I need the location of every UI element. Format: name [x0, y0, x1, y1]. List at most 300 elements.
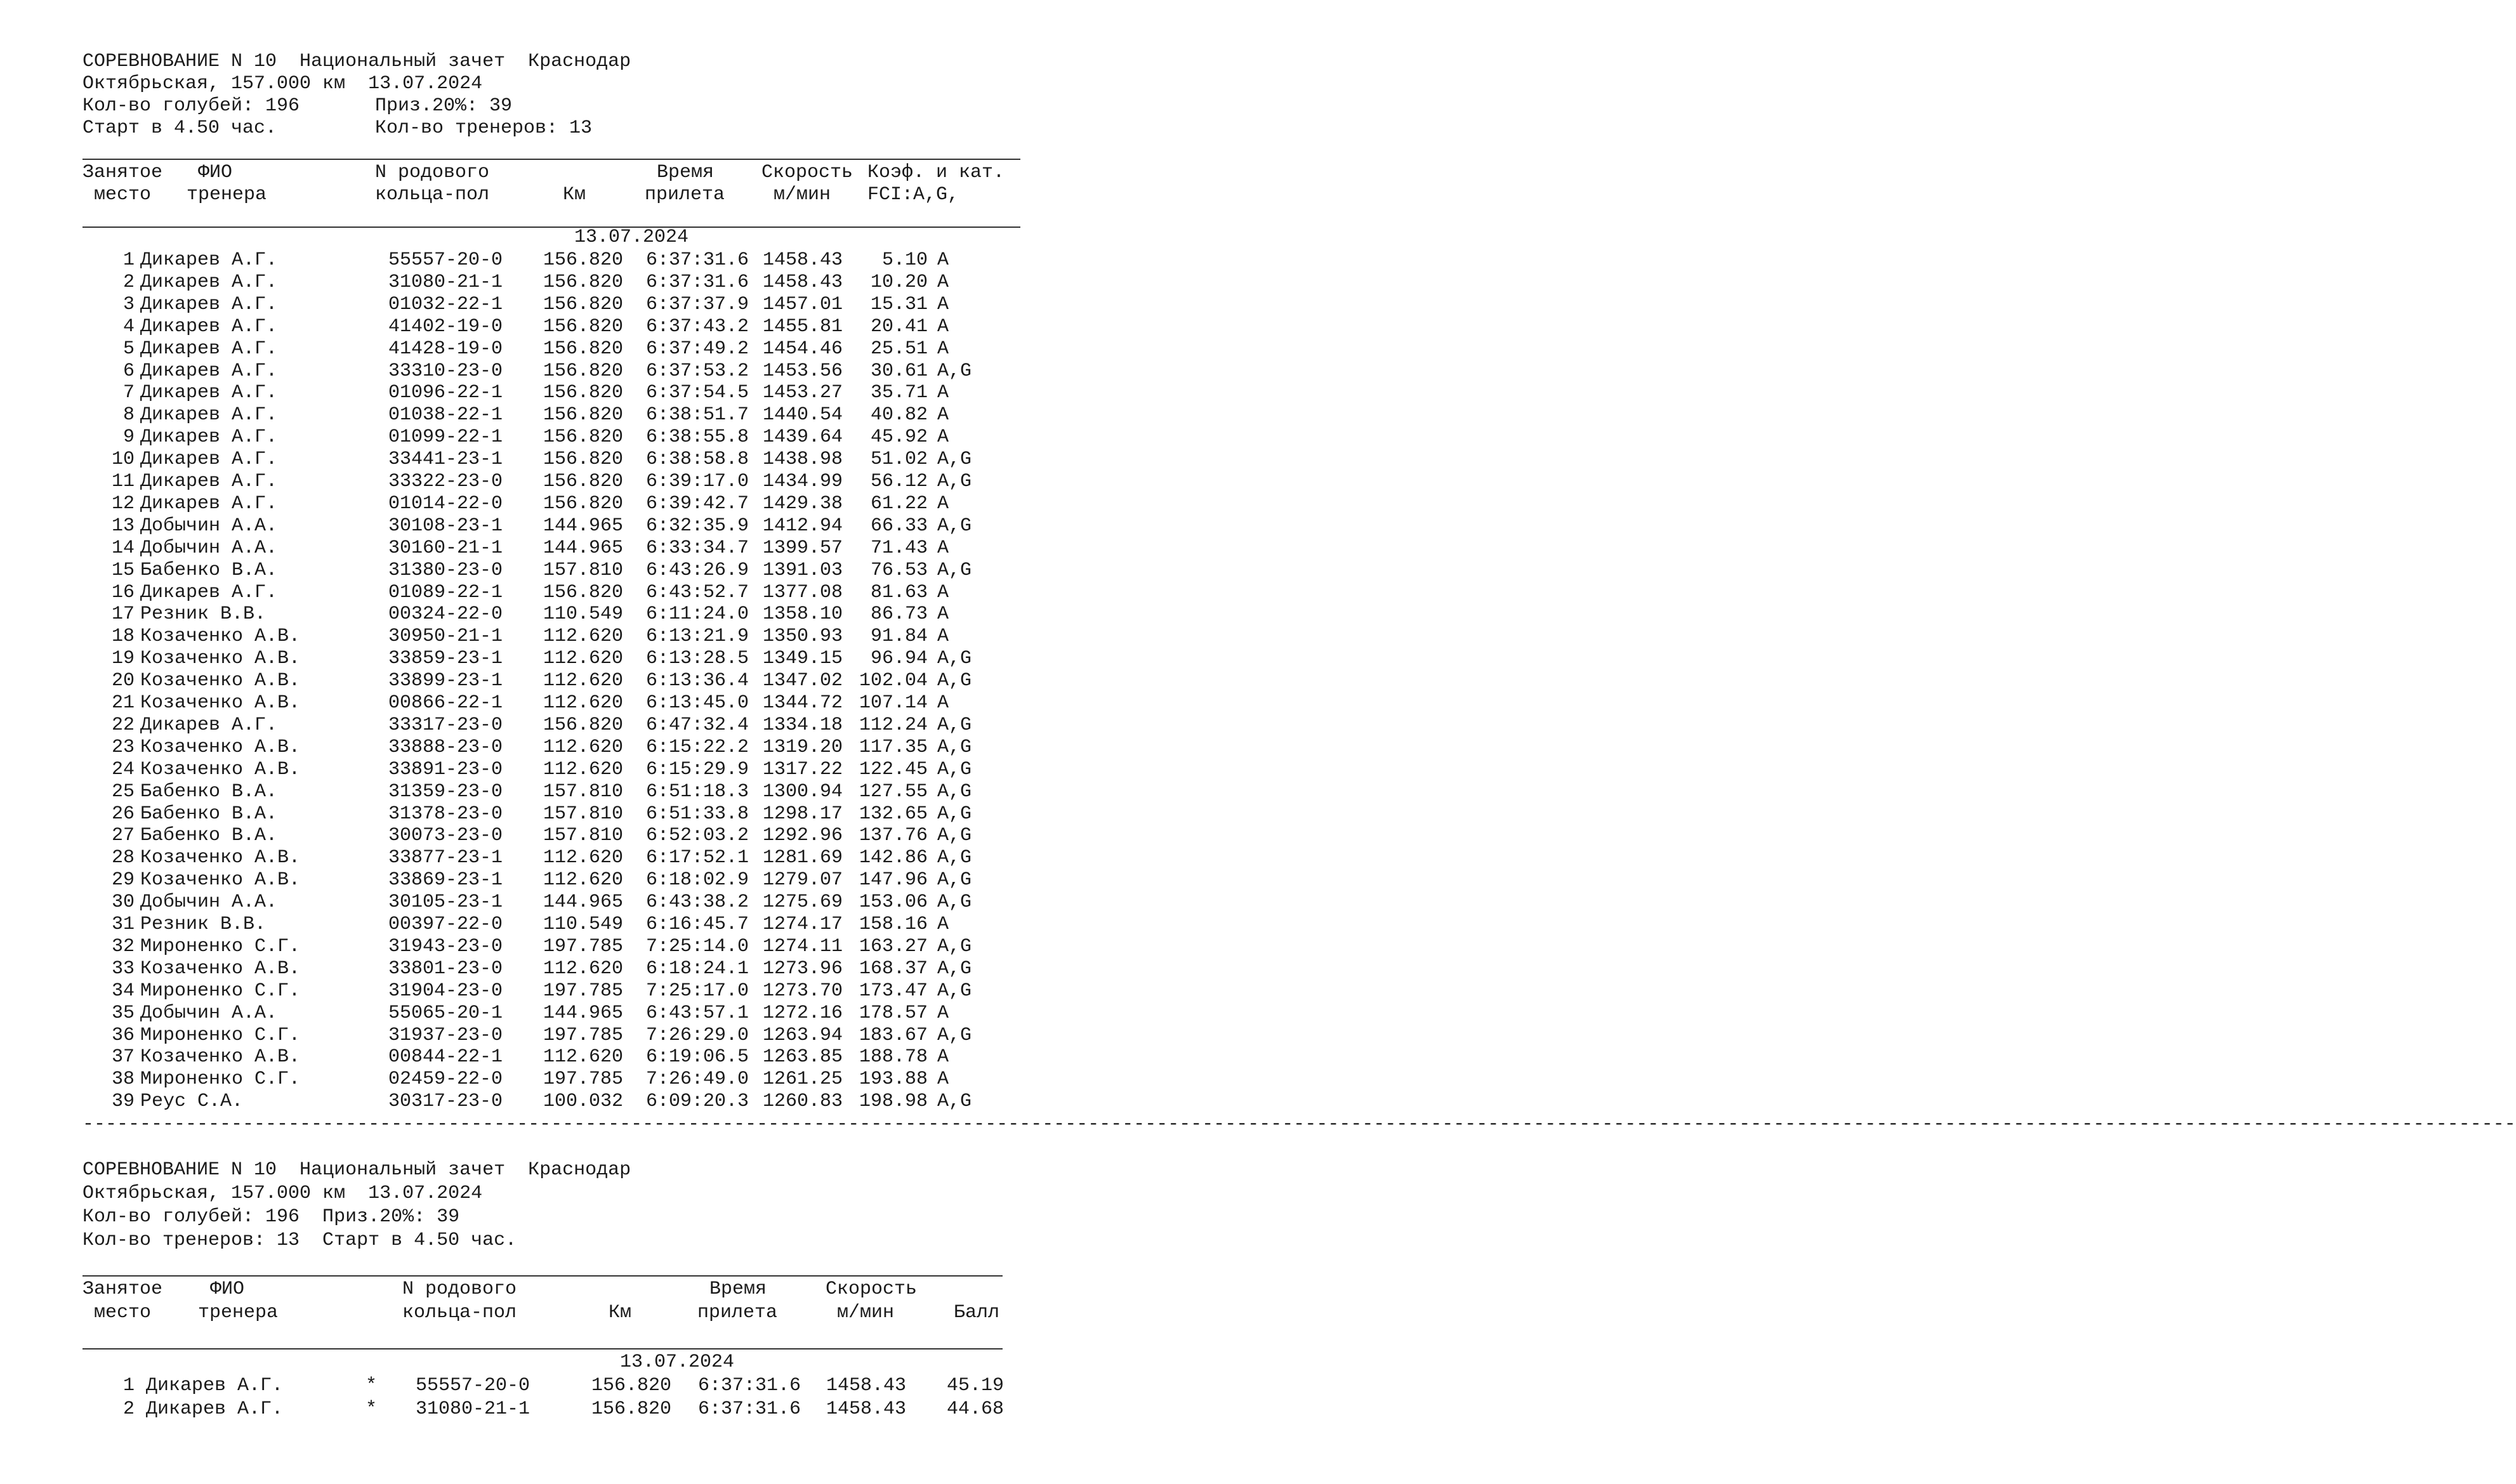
header-rule-bottom-2 — [82, 1348, 1003, 1349]
cell-coef: 188.78 — [859, 1046, 928, 1068]
cell-time: 6:19:06.5 — [646, 1046, 749, 1068]
cell-cat: A,G — [937, 515, 972, 537]
col-place-2: место — [82, 184, 152, 206]
cell-coef: 56.12 — [870, 471, 928, 492]
cell-ring: 33899-23-1 — [388, 670, 503, 692]
col-km: Км — [563, 184, 586, 206]
cell-coef: 45.92 — [870, 426, 928, 449]
cell-coef: 137.76 — [859, 825, 928, 847]
cell-place: 38 — [111, 1068, 135, 1091]
cell-ring: 33322-23-0 — [388, 471, 503, 492]
cell-coef: 91.84 — [870, 626, 928, 648]
cell-place: 10 — [111, 449, 135, 471]
cell-ring: 01099-22-1 — [388, 426, 503, 449]
cell-cat: A — [937, 315, 949, 338]
cell-cat: A — [937, 338, 949, 360]
cell-name: Дикарев А.Г. — [140, 293, 278, 315]
cell-cat: A,G — [937, 670, 972, 692]
col2-ring-1: N родового — [402, 1278, 517, 1300]
cell-name: Козаченко А.В. — [140, 869, 301, 891]
cell-name: Бабенко В.А. — [140, 780, 278, 803]
cell-speed: 1453.56 — [763, 360, 843, 382]
cell-time: 6:37:49.2 — [646, 338, 749, 360]
cell-name: Дикарев А.Г. — [140, 492, 278, 515]
cell-cat: A,G — [937, 1024, 972, 1046]
cell-time: 6:43:26.9 — [646, 559, 749, 581]
cell-ring: 00397-22-0 — [388, 914, 503, 935]
cell-place: 21 — [111, 692, 135, 714]
col2-time-2: прилета — [697, 1302, 778, 1323]
cell-coef: 173.47 — [859, 980, 928, 1002]
cell-km: 144.965 — [543, 537, 623, 559]
cell-coef: 107.14 — [859, 692, 928, 714]
cell-km: 112.620 — [543, 758, 623, 780]
cell-speed: 1300.94 — [763, 780, 843, 803]
cell-speed: 1275.69 — [763, 891, 843, 914]
cell-time: 6:37:37.9 — [646, 293, 749, 315]
cell-time: 6:16:45.7 — [646, 914, 749, 935]
cell-km: 156.820 — [543, 492, 623, 515]
col2-ring-2: кольца-пол — [402, 1302, 517, 1323]
cell-place: 35 — [111, 1002, 135, 1024]
cell-cat: A — [937, 1046, 949, 1068]
cell-time: 6:13:21.9 — [646, 626, 749, 648]
cell-name: Козаченко А.В. — [140, 736, 301, 758]
pigeon-prize-line-2: Кол-во голубей: 196 Приз.20%: 39 — [82, 1206, 460, 1228]
cell-time: 6:47:32.4 — [646, 714, 749, 736]
cell-time: 6:38:51.7 — [646, 404, 749, 426]
cell-speed: 1263.94 — [763, 1024, 843, 1046]
location-line-2: Октябрьская, 157.000 км 13.07.2024 — [82, 1183, 483, 1204]
cell-ring: 01038-22-1 — [388, 404, 503, 426]
cell-speed: 1260.83 — [763, 1091, 843, 1113]
header-rule-top-2 — [82, 1275, 1003, 1277]
cell-coef: 132.65 — [859, 803, 928, 825]
cell-km: 156.820 — [543, 714, 623, 736]
cell-name: Дикарев А.Г. — [140, 382, 278, 404]
cell-coef: 142.86 — [859, 847, 928, 869]
cell-ring: 33891-23-0 — [388, 758, 503, 780]
cell-place: 12 — [111, 492, 135, 515]
cell-ring: 30108-23-1 — [388, 515, 503, 537]
cell-time: 7:26:29.0 — [646, 1024, 749, 1046]
cell-cat: A — [937, 271, 949, 293]
cell-place: 9 — [122, 426, 135, 449]
start-time: Старт в 4.50 час. — [82, 117, 277, 139]
cell-km: 144.965 — [543, 515, 623, 537]
cell-ring: 31378-23-0 — [388, 803, 503, 825]
section1-date: 13.07.2024 — [574, 227, 689, 248]
cell-cat: A — [937, 692, 949, 714]
col-name-1: ФИО — [198, 162, 233, 183]
cell-speed: 1317.22 — [763, 758, 843, 780]
cell-name: Козаченко А.В. — [140, 692, 301, 714]
cell-coef: 66.33 — [870, 515, 928, 537]
cell-speed: 1263.85 — [763, 1046, 843, 1068]
cell-place: 1 — [122, 249, 135, 271]
cell-ring: 00866-22-1 — [388, 692, 503, 714]
cell-place: 20 — [111, 670, 135, 692]
cell-ring: 01032-22-1 — [388, 293, 503, 315]
cell-time: 6:39:42.7 — [646, 492, 749, 515]
cell-cat: A,G — [937, 803, 972, 825]
cell-place: 11 — [111, 471, 135, 492]
cell-ring: 31904-23-0 — [388, 980, 503, 1002]
cell-speed: 1292.96 — [763, 825, 843, 847]
cell-time: 6:37:31.6 — [698, 1398, 801, 1420]
col-time-2: прилета — [645, 184, 725, 206]
cell-coef: 122.45 — [859, 758, 928, 780]
cell-km: 156.820 — [543, 581, 623, 603]
cell-coef: 102.04 — [859, 670, 928, 692]
cell-speed: 1458.43 — [763, 271, 843, 293]
cell-speed: 1347.02 — [763, 670, 843, 692]
cell-name: Дикарев А.Г. — [146, 1375, 284, 1396]
cell-cat: A — [937, 249, 949, 271]
cell-place: 34 — [111, 980, 135, 1002]
cell-mark: * — [366, 1375, 378, 1396]
cell-time: 6:33:34.7 — [646, 537, 749, 559]
cell-km: 112.620 — [543, 648, 623, 670]
cell-coef: 96.94 — [870, 648, 928, 670]
cell-cat: A,G — [937, 648, 972, 670]
cell-speed: 1274.11 — [763, 935, 843, 957]
cell-speed: 1279.07 — [763, 869, 843, 891]
cell-ring: 00844-22-1 — [388, 1046, 503, 1068]
cell-coef: 178.57 — [859, 1002, 928, 1024]
cell-time: 6:11:24.0 — [646, 603, 749, 626]
cell-km: 112.620 — [543, 670, 623, 692]
cell-cat: A — [937, 914, 949, 935]
cell-ring: 31359-23-0 — [388, 780, 503, 803]
cell-km: 112.620 — [543, 1046, 623, 1068]
cell-place: 30 — [111, 891, 135, 914]
cell-place: 26 — [111, 803, 135, 825]
cell-km: 112.620 — [543, 736, 623, 758]
cell-place: 36 — [111, 1024, 135, 1046]
cell-place: 8 — [122, 404, 135, 426]
cell-km: 112.620 — [543, 626, 623, 648]
cell-time: 6:52:03.2 — [646, 825, 749, 847]
cell-score: 45.19 — [946, 1375, 1004, 1396]
cell-place: 33 — [111, 957, 135, 980]
cell-ring: 33317-23-0 — [388, 714, 503, 736]
cell-km: 197.785 — [543, 980, 623, 1002]
cell-ring: 01096-22-1 — [388, 382, 503, 404]
cell-coef: 30.61 — [870, 360, 928, 382]
cell-name: Мироненко С.Г. — [140, 1024, 301, 1046]
cell-speed: 1458.43 — [763, 249, 843, 271]
cell-speed: 1349.15 — [763, 648, 843, 670]
cell-name: Мироненко С.Г. — [140, 1068, 301, 1091]
col2-speed-2: м/мин — [837, 1302, 895, 1323]
cell-km: 144.965 — [543, 1002, 623, 1024]
cell-time: 6:17:52.1 — [646, 847, 749, 869]
trainer-start-line-2: Кол-во тренеров: 13 Старт в 4.50 час. — [82, 1230, 517, 1251]
cell-cat: A — [937, 293, 949, 315]
col2-name-2: тренера — [198, 1302, 279, 1323]
col2-place-2: место — [82, 1302, 152, 1323]
cell-cat: A — [937, 382, 949, 404]
cell-time: 6:15:29.9 — [646, 758, 749, 780]
cell-cat: A,G — [937, 847, 972, 869]
cell-speed: 1350.93 — [763, 626, 843, 648]
cell-cat: A,G — [937, 980, 972, 1002]
cell-cat: A — [937, 1002, 949, 1024]
col-speed-1: Скорость — [761, 162, 853, 183]
cell-speed: 1319.20 — [763, 736, 843, 758]
cell-name: Дикарев А.Г. — [140, 449, 278, 471]
col2-name-1: ФИО — [210, 1278, 245, 1300]
prize-percent: Приз.20%: 39 — [375, 95, 513, 117]
col-name-2: тренера — [187, 184, 267, 206]
cell-ring: 41402-19-0 — [388, 315, 503, 338]
cell-time: 6:13:36.4 — [646, 670, 749, 692]
col2-km: Км — [609, 1302, 632, 1323]
cell-place: 5 — [122, 338, 135, 360]
cell-name: Резник В.В. — [140, 603, 267, 626]
cell-place: 4 — [122, 315, 135, 338]
cell-time: 6:37:31.6 — [646, 271, 749, 293]
cell-speed: 1358.10 — [763, 603, 843, 626]
cell-cat: A — [937, 404, 949, 426]
cell-ring: 33310-23-0 — [388, 360, 503, 382]
cell-km: 156.820 — [543, 426, 623, 449]
cell-time: 6:37:43.2 — [646, 315, 749, 338]
col-time-1: Время — [657, 162, 715, 183]
header-rule-top — [82, 159, 1020, 160]
cell-coef: 20.41 — [870, 315, 928, 338]
cell-place: 31 — [111, 914, 135, 935]
col-ring-1: N родового — [375, 162, 490, 183]
cell-place: 13 — [111, 515, 135, 537]
cell-coef: 158.16 — [859, 914, 928, 935]
cell-speed: 1438.98 — [763, 449, 843, 471]
cell-cat: A,G — [937, 758, 972, 780]
cell-place: 15 — [111, 559, 135, 581]
col-place-1: Занятое — [82, 162, 163, 183]
cell-place: 19 — [111, 648, 135, 670]
cell-km: 156.820 — [591, 1398, 671, 1420]
cell-name: Козаченко А.В. — [140, 626, 301, 648]
cell-time: 6:38:58.8 — [646, 449, 749, 471]
cell-coef: 168.37 — [859, 957, 928, 980]
competition-title: СОРЕВНОВАНИЕ N 10 Национальный зачет Краснодар — [82, 51, 631, 72]
cell-cat: A,G — [937, 714, 972, 736]
cell-time: 6:38:55.8 — [646, 426, 749, 449]
col-coef-2: FCI:A,G, — [867, 184, 959, 206]
cell-cat: A — [937, 581, 949, 603]
cell-place: 27 — [111, 825, 135, 847]
cell-name: Козаченко А.В. — [140, 957, 301, 980]
cell-km: 156.820 — [543, 293, 623, 315]
cell-name: Дикарев А.Г. — [140, 271, 278, 293]
cell-ring: 01089-22-1 — [388, 581, 503, 603]
cell-km: 156.820 — [543, 338, 623, 360]
pigeon-count: Кол-во голубей: 196 — [82, 95, 300, 117]
cell-place: 29 — [111, 869, 135, 891]
cell-cat: A,G — [937, 1091, 972, 1113]
cell-speed: 1274.17 — [763, 914, 843, 935]
cell-km: 157.810 — [543, 780, 623, 803]
cell-place: 25 — [111, 780, 135, 803]
col2-speed-1: Скорость — [826, 1278, 918, 1300]
cell-coef: 198.98 — [859, 1091, 928, 1113]
cell-name: Козаченко А.В. — [140, 1046, 301, 1068]
cell-ring: 31937-23-0 — [388, 1024, 503, 1046]
cell-coef: 5.10 — [881, 249, 928, 271]
cell-cat: A,G — [937, 471, 972, 492]
col-coef-1: Коэф. и кат. — [867, 162, 1005, 183]
cell-km: 197.785 — [543, 1024, 623, 1046]
cell-score: 44.68 — [946, 1398, 1004, 1420]
cell-place: 16 — [111, 581, 135, 603]
cell-coef: 183.67 — [859, 1024, 928, 1046]
cell-name: Дикарев А.Г. — [140, 315, 278, 338]
cell-km: 110.549 — [543, 603, 623, 626]
cell-ring: 02459-22-0 — [388, 1068, 503, 1091]
cell-speed: 1344.72 — [763, 692, 843, 714]
cell-ring: 55557-20-0 — [416, 1375, 530, 1396]
cell-ring: 33869-23-1 — [388, 869, 503, 891]
cell-ring: 31943-23-0 — [388, 935, 503, 957]
cell-coef: 35.71 — [870, 382, 928, 404]
cell-name: Козаченко А.В. — [140, 648, 301, 670]
cell-coef: 40.82 — [870, 404, 928, 426]
cell-coef: 81.63 — [870, 581, 928, 603]
col2-place-1: Занятое — [82, 1278, 163, 1300]
cell-coef: 61.22 — [870, 492, 928, 515]
cell-cat: A,G — [937, 957, 972, 980]
cell-cat: A,G — [937, 559, 972, 581]
cell-km: 156.820 — [543, 382, 623, 404]
cell-time: 6:37:54.5 — [646, 382, 749, 404]
cell-ring: 31380-23-0 — [388, 559, 503, 581]
cell-km: 156.820 — [591, 1375, 671, 1396]
cell-km: 100.032 — [543, 1091, 623, 1113]
cell-place: 28 — [111, 847, 135, 869]
cell-time: 6:51:18.3 — [646, 780, 749, 803]
cell-cat: A — [937, 537, 949, 559]
cell-time: 7:25:17.0 — [646, 980, 749, 1002]
cell-time: 6:43:52.7 — [646, 581, 749, 603]
cell-time: 6:51:33.8 — [646, 803, 749, 825]
cell-ring: 33888-23-0 — [388, 736, 503, 758]
cell-place: 39 — [111, 1091, 135, 1113]
cell-name: Дикарев А.Г. — [140, 714, 278, 736]
cell-time: 6:39:17.0 — [646, 471, 749, 492]
cell-place: 14 — [111, 537, 135, 559]
cell-place: 23 — [111, 736, 135, 758]
cell-time: 6:13:28.5 — [646, 648, 749, 670]
cell-km: 144.965 — [543, 891, 623, 914]
cell-place: 6 — [122, 360, 135, 382]
cell-speed: 1399.57 — [763, 537, 843, 559]
cell-coef: 117.35 — [859, 736, 928, 758]
cell-ring: 41428-19-0 — [388, 338, 503, 360]
cell-coef: 71.43 — [870, 537, 928, 559]
cell-speed: 1434.99 — [763, 471, 843, 492]
cell-time: 6:18:02.9 — [646, 869, 749, 891]
cell-cat: A — [937, 492, 949, 515]
cell-speed: 1334.18 — [763, 714, 843, 736]
cell-speed: 1458.43 — [826, 1398, 907, 1420]
cell-coef: 112.24 — [859, 714, 928, 736]
cell-km: 157.810 — [543, 825, 623, 847]
dashed-separator: --------------------------------------------------------------------------------------------------------------------------------------------------------------------------------------------------------------------- — [82, 1113, 2516, 1135]
cell-name: Бабенко В.А. — [140, 803, 278, 825]
cell-speed: 1391.03 — [763, 559, 843, 581]
cell-time: 6:32:35.9 — [646, 515, 749, 537]
trainer-count: Кол-во тренеров: 13 — [375, 117, 593, 139]
cell-time: 6:37:31.6 — [646, 249, 749, 271]
cell-cat: A,G — [937, 891, 972, 914]
cell-coef: 25.51 — [870, 338, 928, 360]
cell-coef: 15.31 — [870, 293, 928, 315]
cell-ring: 30317-23-0 — [388, 1091, 503, 1113]
section2-date: 13.07.2024 — [620, 1351, 735, 1373]
cell-name: Реус С.А. — [140, 1091, 244, 1113]
cell-km: 156.820 — [543, 315, 623, 338]
col-ring-2: кольца-пол — [375, 184, 490, 206]
cell-mark: * — [366, 1398, 378, 1420]
cell-km: 156.820 — [543, 271, 623, 293]
cell-speed: 1412.94 — [763, 515, 843, 537]
cell-speed: 1281.69 — [763, 847, 843, 869]
cell-name: Резник В.В. — [140, 914, 267, 935]
cell-speed: 1453.27 — [763, 382, 843, 404]
cell-place: 1 — [122, 1375, 135, 1396]
cell-km: 197.785 — [543, 1068, 623, 1091]
cell-coef: 147.96 — [859, 869, 928, 891]
cell-km: 112.620 — [543, 847, 623, 869]
cell-cat: A,G — [937, 935, 972, 957]
cell-km: 156.820 — [543, 249, 623, 271]
cell-ring: 30160-21-1 — [388, 537, 503, 559]
cell-name: Дикарев А.Г. — [140, 426, 278, 449]
cell-ring: 31080-21-1 — [416, 1398, 530, 1420]
cell-name: Добычин А.А. — [140, 1002, 278, 1024]
cell-name: Козаченко А.В. — [140, 847, 301, 869]
cell-km: 156.820 — [543, 404, 623, 426]
cell-km: 156.820 — [543, 449, 623, 471]
cell-name: Козаченко А.В. — [140, 758, 301, 780]
header-rule-bottom — [82, 227, 1020, 228]
cell-name: Дикарев А.Г. — [140, 471, 278, 492]
cell-speed: 1429.38 — [763, 492, 843, 515]
cell-cat: A,G — [937, 736, 972, 758]
cell-km: 197.785 — [543, 935, 623, 957]
cell-place: 37 — [111, 1046, 135, 1068]
cell-name: Дикарев А.Г. — [140, 338, 278, 360]
cell-coef: 127.55 — [859, 780, 928, 803]
cell-coef: 193.88 — [859, 1068, 928, 1091]
cell-speed: 1440.54 — [763, 404, 843, 426]
cell-name: Бабенко В.А. — [140, 825, 278, 847]
cell-km: 112.620 — [543, 692, 623, 714]
col-speed-2: м/мин — [774, 184, 831, 206]
cell-time: 6:43:38.2 — [646, 891, 749, 914]
cell-cat: A,G — [937, 869, 972, 891]
cell-ring: 33859-23-1 — [388, 648, 503, 670]
cell-name: Добычин А.А. — [140, 537, 278, 559]
cell-time: 6:37:53.2 — [646, 360, 749, 382]
cell-speed: 1439.64 — [763, 426, 843, 449]
cell-place: 2 — [122, 1398, 135, 1420]
cell-km: 156.820 — [543, 360, 623, 382]
cell-ring: 33801-23-0 — [388, 957, 503, 980]
cell-speed: 1454.46 — [763, 338, 843, 360]
